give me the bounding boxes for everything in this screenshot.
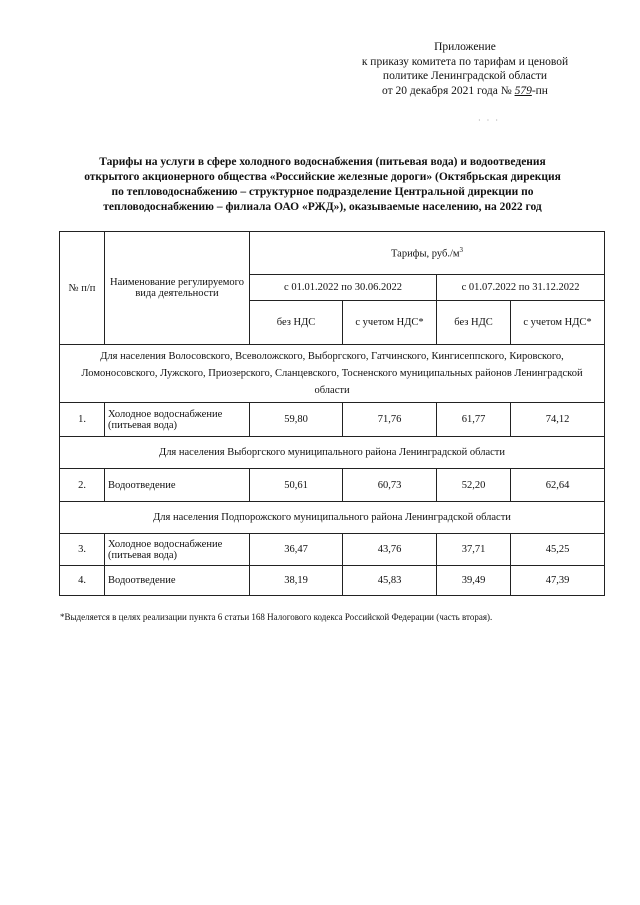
row-activity: Холодное водоснабжение (питьевая вода) xyxy=(105,403,250,437)
header-activity: Наименование регулируемого вида деятельности xyxy=(105,232,250,345)
group-caption: Для населения Выборгского муниципального района Ленинградской области xyxy=(60,437,605,469)
appendix-header xyxy=(330,40,600,98)
row-activity: Холодное водоснабжение (питьевая вода) xyxy=(105,534,250,566)
row-value-no-vat-2: 61,77 xyxy=(437,403,511,437)
row-value-no-vat-2: 39,49 xyxy=(437,566,511,596)
row-num: 4. xyxy=(60,566,105,596)
document-title xyxy=(45,155,600,215)
row-value-with-vat-1: 71,76 xyxy=(343,403,437,437)
order-reference-line: к приказу комитета по тарифам и ценовой xyxy=(361,55,569,68)
row-value-with-vat-2: 74,12 xyxy=(511,403,605,437)
header-period-2: с 01.07.2022 по 31.12.2022 xyxy=(437,275,605,301)
row-value-no-vat-1: 50,61 xyxy=(250,469,343,502)
row-value-no-vat-2: 52,20 xyxy=(437,469,511,502)
vat-footnote: *Выделяется в целях реализации пункта 6 статьи 168 Налогового кодекса Российской Федерации (часть вторая). xyxy=(60,612,493,622)
row-activity: Водоотведение xyxy=(105,469,250,502)
row-value-with-vat-2: 62,64 xyxy=(511,469,605,502)
order-number: 579 xyxy=(514,84,532,97)
title-line-2: открытого акционерного общества «Российские железные дороги» (Октябрьская дирекция xyxy=(84,171,561,183)
header-with-vat-2: с учетом НДС* xyxy=(511,301,605,345)
row-value-no-vat-2: 37,71 xyxy=(437,534,511,566)
header-no-vat-1: без НДС xyxy=(250,301,343,345)
row-value-no-vat-1: 38,19 xyxy=(250,566,343,596)
title-line-3: по тепловодоснабжению – структурное подразделение Центральной дирекции по xyxy=(111,186,534,198)
header-num: № п/п xyxy=(60,232,105,345)
row-num: 3. xyxy=(60,534,105,566)
row-num: 1. xyxy=(60,403,105,437)
committee-line: политике Ленинградской области xyxy=(382,70,548,82)
header-tariffs-sup: 3 xyxy=(459,246,464,255)
header-no-vat-2: без НДС xyxy=(437,301,511,345)
order-suffix: -пн xyxy=(531,84,548,97)
header-with-vat-1: с учетом НДС* xyxy=(343,301,437,345)
row-value-with-vat-1: 45,83 xyxy=(343,566,437,596)
row-value-no-vat-1: 36,47 xyxy=(250,534,343,566)
title-line-1: Тарифы на услуги в сфере холодного водоснабжения (питьевая вода) и водоотведения xyxy=(99,156,546,168)
row-value-no-vat-1: 59,80 xyxy=(250,403,343,437)
row-value-with-vat-2: 45,25 xyxy=(511,534,605,566)
group-caption: Для населения Подпорожского муниципального района Ленинградской области xyxy=(60,502,605,534)
header-tariffs-label: Тарифы, руб./м xyxy=(391,248,460,260)
tariff-table xyxy=(59,231,605,596)
row-value-with-vat-1: 60,73 xyxy=(343,469,437,502)
row-value-with-vat-2: 47,39 xyxy=(511,566,605,596)
group-caption: Для населения Волосовского, Всеволожского, Выборгского, Гатчинского, Кингисеппского, Кировского, Ломоносовского, Лужского, Приозерского, Сланцевского, Тосненского муниципальных районов Ленинградской области xyxy=(60,345,605,403)
header-period-1: с 01.01.2022 по 30.06.2022 xyxy=(250,275,437,301)
row-value-with-vat-1: 43,76 xyxy=(343,534,437,566)
row-activity: Водоотведение xyxy=(105,566,250,596)
order-date-line xyxy=(330,84,600,99)
title-line-4: тепловодоснабжению – филиала ОАО «РЖД»), оказываемые населению, на 2022 год xyxy=(103,201,542,213)
order-date: от 20 декабря 2021 года № xyxy=(382,84,512,97)
row-num: 2. xyxy=(60,469,105,502)
appendix-label: Приложение xyxy=(434,41,496,53)
scan-artifact: · · · xyxy=(478,116,500,125)
header-tariffs xyxy=(250,232,605,275)
